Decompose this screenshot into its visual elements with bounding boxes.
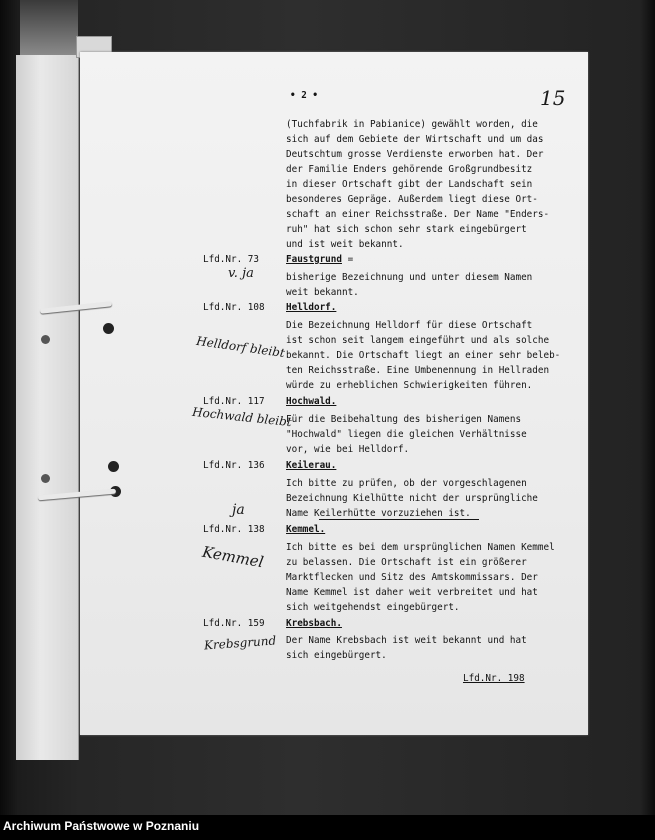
text-line: ruh" hat sich schon sehr stark eingebürgert <box>286 224 527 235</box>
text-line: schaft an einer Reichsstraße. Der Name "Enders- <box>286 209 550 220</box>
handwritten-note: Helldorf bleibt <box>195 333 286 361</box>
punch-hole-icon <box>108 461 119 472</box>
entry-number: Lfd.Nr. 117 <box>203 396 265 407</box>
text-line: Deutschtum grosse Verdienste erworben hat. Der <box>286 149 544 160</box>
entry-number: Lfd.Nr. 138 <box>203 524 265 535</box>
entry-name: Kemmel. <box>286 524 326 535</box>
text-line: sich auf dem Gebiete der Wirtschaft und um das <box>286 134 544 145</box>
text-line: ist schon seit langem eingeführt und als solche <box>286 335 550 346</box>
underline-mark <box>319 519 479 520</box>
text-line: sich eingebürgert. <box>286 650 387 661</box>
entry-number: Lfd.Nr. 136 <box>203 460 265 471</box>
text-line: in dieser Ortschaft gibt der Landschaft sein <box>286 179 533 190</box>
text-line: der Familie Enders gehörende Großgrundbesitz <box>286 164 533 175</box>
text-line: würde zu erheblichen Schwierigkeiten führen. <box>286 380 533 391</box>
punch-hole-icon <box>103 323 114 334</box>
text-line: (Tuchfabrik in Pabianice) gewählt worden, die <box>286 119 538 130</box>
entry-number: Lfd.Nr. 73 <box>203 254 259 265</box>
entry-name: Faustgrund <box>286 254 342 265</box>
handwritten-note: Hochwald bleibt <box>191 404 293 430</box>
text-line: Marktflecken und Sitz des Amtskommissars. Der <box>286 572 538 583</box>
binder-top <box>20 0 78 55</box>
text-line: Ich bitte zu prüfen, ob der vorgeschlagenen <box>286 478 527 489</box>
text-line: vor, wie bei Helldorf. <box>286 444 410 455</box>
handwritten-note: v. ja <box>228 266 254 281</box>
catchword: Lfd.Nr. 198 <box>463 673 525 684</box>
text-line: Name Keilerhütte vorzuziehen ist. <box>286 508 471 519</box>
text-line: Bezeichnung Kielhütte nicht der ursprüngliche <box>286 493 538 504</box>
handwritten-note: Krebsgrund <box>203 633 277 653</box>
text-line: "Hochwald" liegen die gleichen Verhältnisse <box>286 429 527 440</box>
folio-number: 15 <box>540 86 566 110</box>
entry-name: Krebsbach. <box>286 618 342 629</box>
entry-name: Hochwald. <box>286 396 337 407</box>
entry-heading <box>286 252 353 267</box>
text-line: bekannt. Die Ortschaft liegt an einer sehr beleb- <box>286 350 561 361</box>
text-line: besonderes Gepräge. Außerdem liegt diese Ort- <box>286 194 538 205</box>
binder-strip <box>16 55 79 760</box>
entry-name-suffix: = <box>341 254 354 265</box>
punch-hole-icon <box>41 335 50 344</box>
text-line: Ich bitte es bei dem ursprünglichen Namen Kemmel <box>286 542 555 553</box>
text-line: Für die Beibehaltung des bisherigen Namens <box>286 414 522 425</box>
handwritten-note: Kemmel <box>200 542 265 572</box>
page-number: • 2 • <box>290 90 318 101</box>
text-line: sich weitgehendst eingebürgert. <box>286 602 460 613</box>
entry-name: Keilerau. <box>286 460 337 471</box>
handwritten-note: ja <box>232 502 245 518</box>
text-line: ten Reichsstraße. Eine Umbenennung in Hellraden <box>286 365 550 376</box>
entry-number: Lfd.Nr. 159 <box>203 618 265 629</box>
text-line: Der Name Krebsbach ist weit bekannt und hat <box>286 635 527 646</box>
text-line: weit bekannt. <box>286 287 359 298</box>
entry-name: Helldorf. <box>286 302 337 313</box>
text-line: zu belassen. Die Ortschaft ist ein größerer <box>286 557 527 568</box>
text-line: bisherige Bezeichnung und unter diesem Namen <box>286 272 533 283</box>
punch-hole-icon <box>41 474 50 483</box>
text-line: und ist weit bekannt. <box>286 239 404 250</box>
archive-label: Archiwum Państwowe w Poznaniu <box>3 819 200 833</box>
entry-number: Lfd.Nr. 108 <box>203 302 265 313</box>
text-line: Die Bezeichnung Helldorf für diese Ortschaft <box>286 320 533 331</box>
text-line: Name Kemmel ist daher weit verbreitet und hat <box>286 587 538 598</box>
